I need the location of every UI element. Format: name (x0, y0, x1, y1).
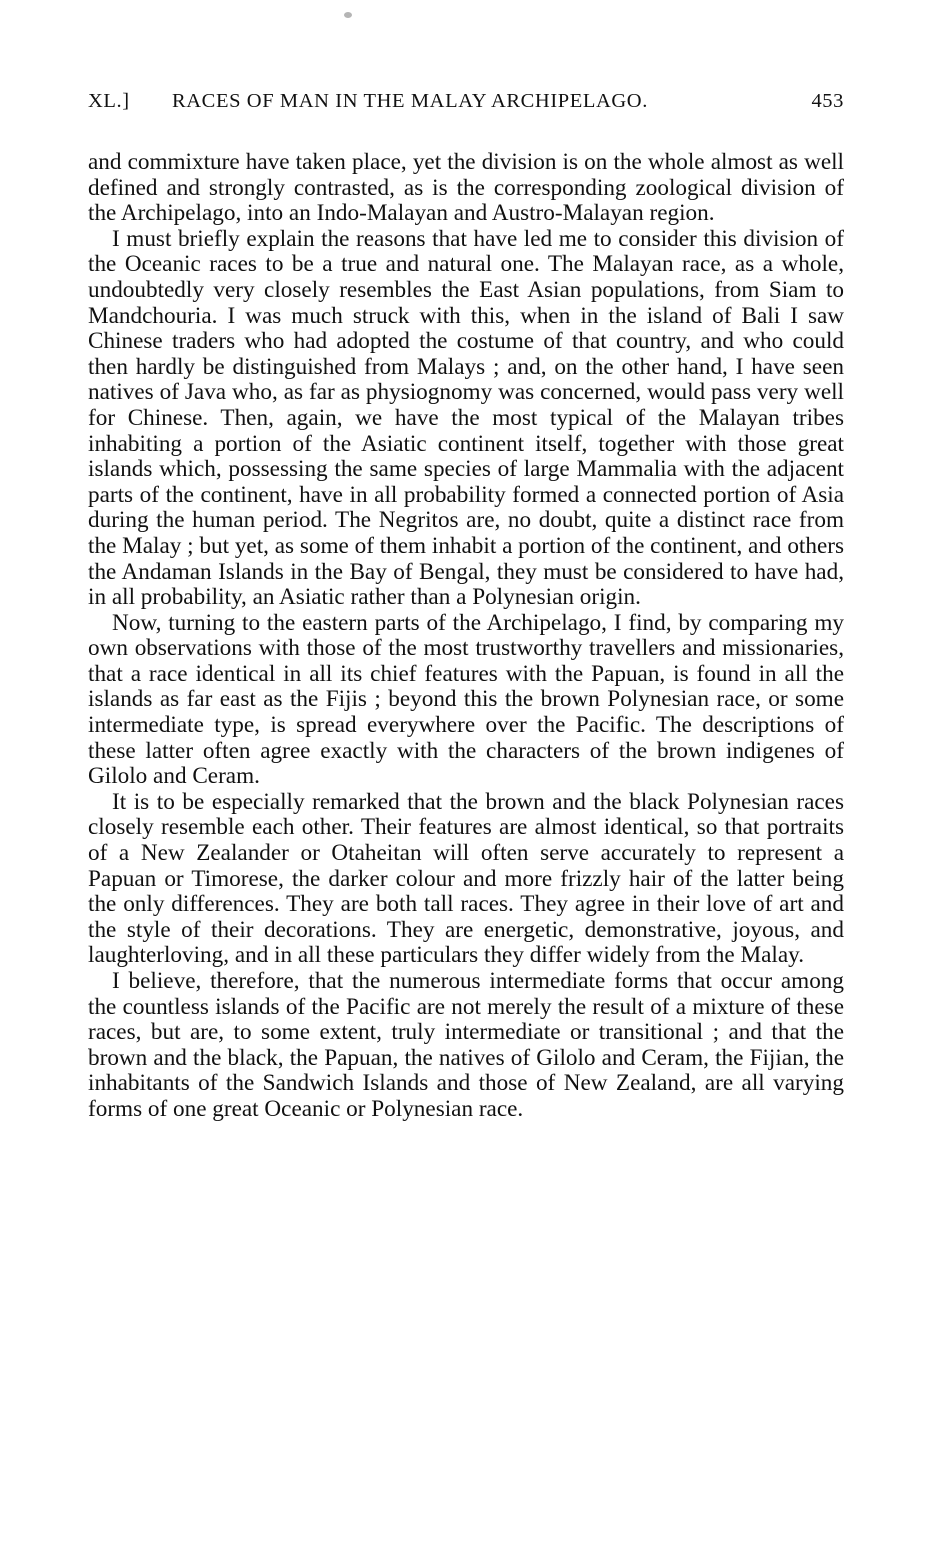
paragraph: and commixture have taken place, yet the division is on the whole almost as well defined and strongly contrasted, as is the corresponding zoological division of the Archipelago, into an Indo-Malayan and Austro-Malayan region. (88, 149, 844, 227)
chapter-number: XL.] (88, 90, 130, 112)
page-number: 453 (811, 90, 844, 112)
scan-speck (344, 12, 352, 18)
paragraph: Now, turning to the eastern parts of the Archipelago, I find, by comparing my own observations with those of the most trustworthy travellers and missionaries, that a race identical in all its chief features with the Papuan, is found in all the islands as far east as the Fijis ; beyond this the brown Polynesian race, or some intermediate type, is spread everywhere over the Pacific. The descriptions of these latter often agree exactly with the characters of the brown indigenes of Gilolo and Ceram. (88, 609, 844, 790)
running-title: RACES OF MAN IN THE MALAY ARCHIPELAGO. (172, 90, 648, 112)
paragraph: It is to be especially remarked that the brown and the black Polynesian races closely resemble each other. Their features are almost identical, so that portraits of a New Zealander or Otaheitan will often serve accurately to represent a Papuan or Timorese, the darker colour and more frizzly hair of the latter being the only differences. They are both tall races. They agree in their love of art and the style of their decorations. They are energetic, demonstrative, joyous, and laughterloving, and in all these particulars they differ widely from the Malay. (88, 788, 844, 969)
paragraph: I must briefly explain the reasons that have led me to consider this division of the Oceanic races to be a true and natural one. The Malayan race, as a whole, undoubtedly very closely resembles the East Asian populations, from Siam to Mandchouria. I was much struck with this, when in the island of Bali I saw Chinese traders who had adopted the costume of that country, and who could then hardly be distinguished from Malays ; and, on the other hand, I have seen natives of Java who, as far as physiognomy was concerned, would pass very well for Chinese. Then, again, we have the most typical of the Malayan tribes inhabiting a portion of the Asiatic continent itself, together with those great islands which, possessing the same species of large Mammalia with the adjacent parts of the continent, have in all probability formed a connected portion of Asia during the human period. The Negritos are, no doubt, quite a distinct race from the Malay ; but yet, as some of them inhabit a portion of the continent, and others the Andaman Islands in the Bay of Bengal, they must be considered to have had, in all probability, an Asiatic rather than a Polynesian origin. (88, 225, 844, 611)
running-header (88, 90, 844, 120)
body-text (88, 150, 844, 1123)
paragraph: I believe, therefore, that the numerous intermediate forms that occur among the countless islands of the Pacific are not merely the result of a mixture of these races, but are, to some extent, truly intermediate or transitional ; and that the brown and the black, the Papuan, the natives of Gilolo and Ceram, the Fijian, the inhabitants of the Sandwich Islands and those of New Zealand, are all varying forms of one great Oceanic or Polynesian race. (88, 968, 844, 1122)
